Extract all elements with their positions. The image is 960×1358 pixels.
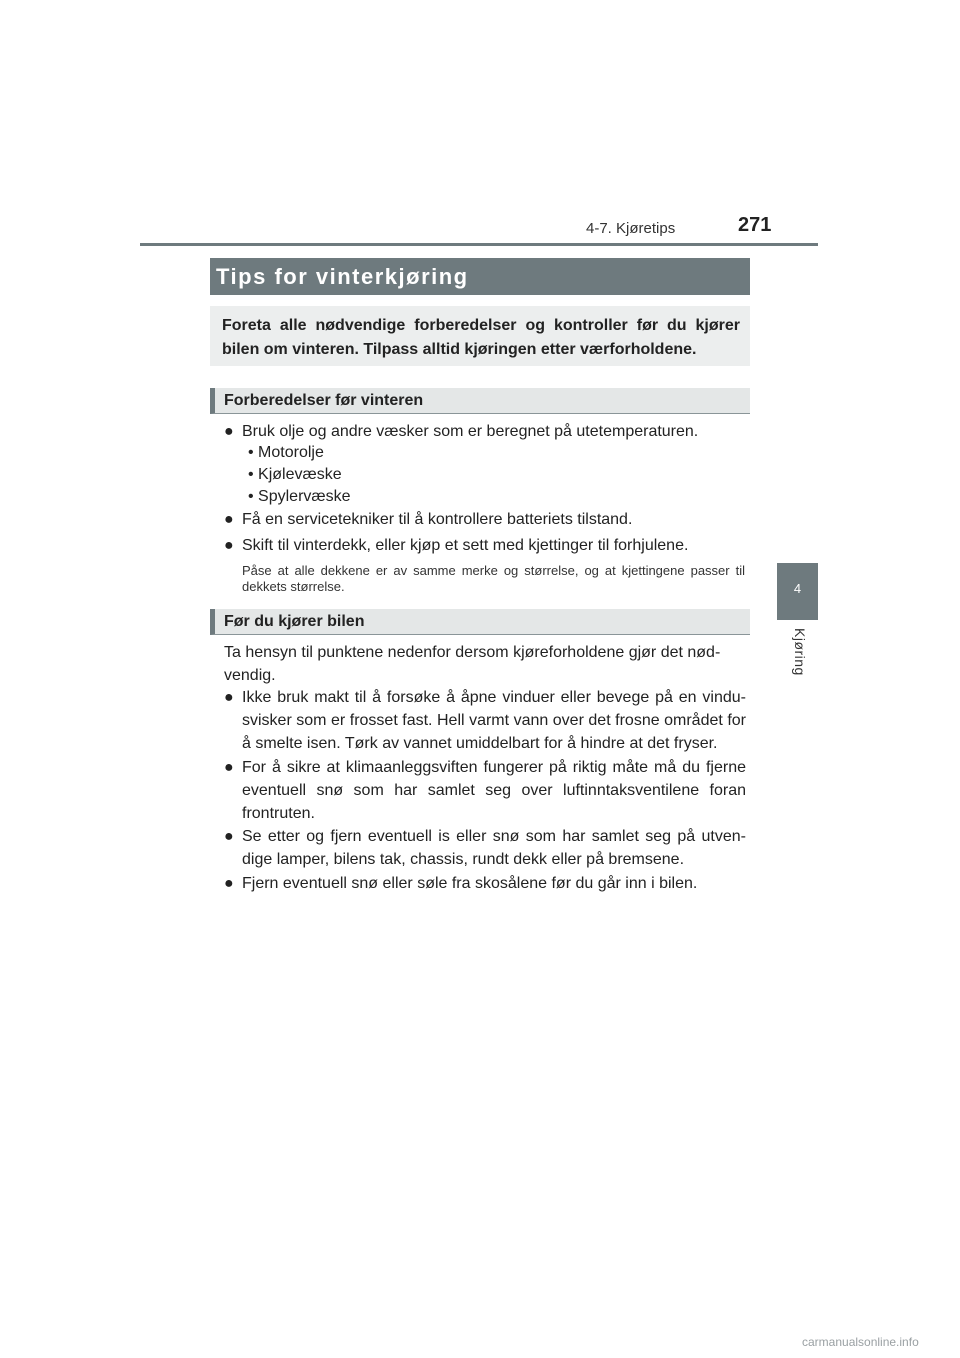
list-item <box>224 534 746 557</box>
header-rule <box>140 243 818 246</box>
list-item-text: For å sikre at klimaanleggsviften fungerer på riktig måte må du fjerne eventuell snø som har samlet seg over luftinntaksventilene foran frontruten. <box>242 759 746 822</box>
section-heading-preparations: Forberedelser før vinteren <box>210 388 750 414</box>
bullet-icon: ● <box>224 759 234 776</box>
sub-item: • Motorolje <box>248 444 324 461</box>
list-item-text: Få en servicetekniker til å kontrollere batteriets tilstand. <box>242 511 633 528</box>
bullet-icon: ● <box>224 828 234 845</box>
page-title: Tips for vinterkjøring <box>210 258 750 295</box>
sub-item: • Kjølevæske <box>248 466 342 483</box>
watermark: carmanualsonline.info <box>802 1335 919 1349</box>
list-item <box>224 508 746 531</box>
list-item <box>224 756 746 825</box>
bullet-icon: ● <box>224 875 234 892</box>
list-item-text: Ikke bruk makt til å forsøke å åpne vinduer eller bevege på en vindu- svisker som er frosset fast. Hell varmt vann over det frosne området for å smelte isen. Tørk av vannet umiddelbart for å hindre at det fryser. <box>242 689 746 752</box>
section-intro: Ta hensyn til punktene nedenfor dersom kjøreforholdene gjør det nød- vendig. <box>224 644 721 684</box>
list-item-text: Se etter og fjern eventuell is eller snø som har samlet seg på utven- dige lamper, bilens tak, chassis, rundt dekk eller på bremsene. <box>242 828 746 868</box>
intro-box: Foreta alle nødvendige forberedelser og kontroller før du kjører bilen om vinteren. Tilpass alltid kjøringen etter værforholdene. <box>210 306 750 366</box>
list-item <box>224 686 746 755</box>
list-item-text: Skift til vinterdekk, eller kjøp et sett med kjettinger til forhjulene. <box>242 537 689 554</box>
bullet-icon: ● <box>224 511 234 528</box>
list-item-text: Bruk olje og andre væsker som er beregnet på utetemperaturen. <box>242 423 699 440</box>
list-item <box>224 872 746 895</box>
bullet-icon: ● <box>224 423 234 440</box>
section-heading-before-driving: Før du kjører bilen <box>210 609 750 635</box>
page-number: 271 <box>738 214 772 236</box>
list-item-text: Fjern eventuell snø eller søle fra skosålene før du går inn i bilen. <box>242 875 698 892</box>
chapter-label: Kjøring <box>792 628 808 676</box>
list-item <box>224 420 746 443</box>
bullet-icon: ● <box>224 537 234 554</box>
list-item <box>224 825 746 871</box>
bullet-icon: ● <box>224 689 234 706</box>
note-text: Påse at alle dekkene er av samme merke og størrelse, og at kjettingene passer til dekkets størrelse. <box>242 563 745 594</box>
chapter-number: 4 <box>793 581 802 596</box>
sub-item: • Spylervæske <box>248 488 351 505</box>
header-section: 4-7. Kjøretips <box>586 220 676 237</box>
chapter-tab <box>777 563 818 620</box>
